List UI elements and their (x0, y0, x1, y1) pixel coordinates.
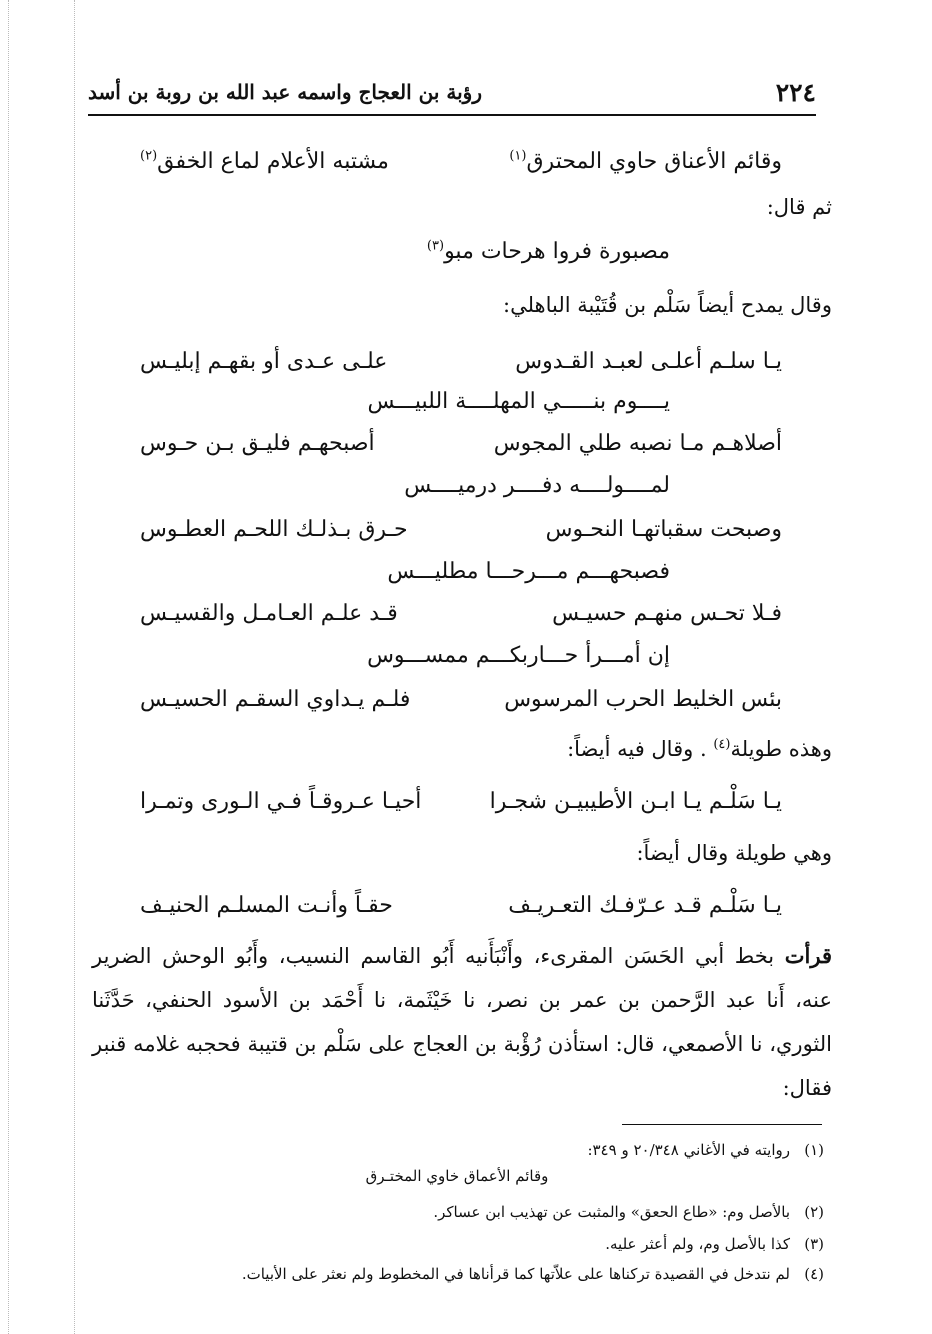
verse-single: لمــــولــــه دفــــر درميــــس (404, 473, 670, 498)
prose-paragraph: قرأت بخط أبي الحَسَن المقرىء، وأَنْبَأَنيه أَبُو القاسم النسيب، وأَبُو الوحش الضرير عنه، أَنا عبد الرَّحمن بن عمر بن نصر، نا خَيْثَمة، نا أَحْمَد بن الأسود الحنفي، حَدَّثَنا الثوري، نا الأصمعي، قال: استأذن رُؤْبة بن العجاج على سَلْم بن قتيبة فحجبه غلامه قنبر فقال: (92, 943, 832, 1100)
verse-hemistich-left: أحيـا عـروقـاً فـي الـورى وتمـرا (140, 789, 422, 814)
footnote: (١)روايته في الأغاني ٢٠/٣٤٨ و ٣٤٩: (587, 1141, 824, 1159)
intro-line: وهذه طويلة$^{(٤)}$ . وقال فيه أيضاً: (567, 737, 832, 761)
verse-hemistich-right: يـا سَلْـم يـا ابـن الأطيبيـن شجـرا (489, 789, 782, 814)
verse-hemistich-left: أصبحهـم فليـق بـن حـوس (140, 431, 375, 456)
verse-hemistich-right: بئس الخليط الحرب المرسوس (504, 687, 782, 712)
verse-hemistich-right: يـا سَلْـم قـد عـرّفـك التعـريـف (508, 893, 782, 918)
verse-hemistich-left: فلـم يـداوي السقـم الحسيـس (140, 687, 411, 712)
verse-single: فصبحهـــم مـــرحـــا مطليـــس (387, 559, 670, 584)
verse-hemistich-left: علـى عـدى أو بقهـم إبليـس (140, 349, 388, 374)
verse-hemistich-right: أصلاهـم مـا نصبه طلي المجوس (493, 431, 782, 456)
prose-lead: قرأت (784, 943, 832, 968)
verse-hemistich-left: حـرق بـذلـك اللحـم العطـوس (140, 517, 408, 542)
verse-single: يــــوم بنـــــي المهلــــة اللبيـــس (367, 389, 670, 414)
scan-edge-left (8, 0, 9, 1334)
verse-hemistich-right: فـلا تحـس منهـم حسيـس (552, 601, 782, 626)
intro-line: وقال يمدح أيضاً سَلْم بن قُتَيْبة الباهلي: (503, 293, 832, 317)
footnote-rule (622, 1124, 822, 1125)
footnote-verse: وقائم الأعماق خاوي المختـرق (365, 1167, 549, 1185)
verse-hemistich-right: وصبحت سقباتهـا النحـوس (545, 517, 782, 542)
footnote: (٣)كذا بالأصل وم، ولم أعثر عليه. (605, 1235, 824, 1253)
verse-single: مصبورة فروا هرحات مبو$^{(٣)}$ (426, 238, 670, 264)
header-rule (88, 114, 816, 116)
verse-single: إن أمـــرأ حـــاربكـــم ممســـوس (367, 643, 670, 668)
running-title: رؤبة بن العجاج واسمه عبد الله بن روبة بن أسد (88, 80, 482, 104)
footnote: (٤)لم نتدخل في القصيدة تركناها على علاّتها كما قرأناها في المخطوط ولم نعثر على الأبيات. (241, 1265, 824, 1283)
verse-hemistich-right: وقائم الأعناق حاوي المحترق$^{(١)}$ (509, 148, 782, 174)
running-header (88, 74, 816, 108)
intro-line: ثم قال: (766, 195, 832, 219)
verse-hemistich-left: مشتبه الأعلام لماع الخفق$^{(٢)}$ (140, 148, 389, 174)
verse-hemistich-left: قـد علـم العـامـل والقسيـس (140, 601, 398, 626)
page-number: ٢٢٤ (775, 78, 816, 107)
verse-hemistich-left: حقـاً وأنـت المسلـم الحنيـف (140, 893, 393, 918)
intro-line: وهي طويلة وقال أيضاً: (636, 841, 832, 865)
footnote: (٢)بالأصل وم: «طاع الحعق» والمثبت عن تهذيب ابن عساكر. (433, 1203, 824, 1221)
verse-hemistich-right: يـا سلـم أعلـى لعبـد القـدوس (515, 349, 782, 374)
scan-edge-inner (74, 0, 75, 1334)
